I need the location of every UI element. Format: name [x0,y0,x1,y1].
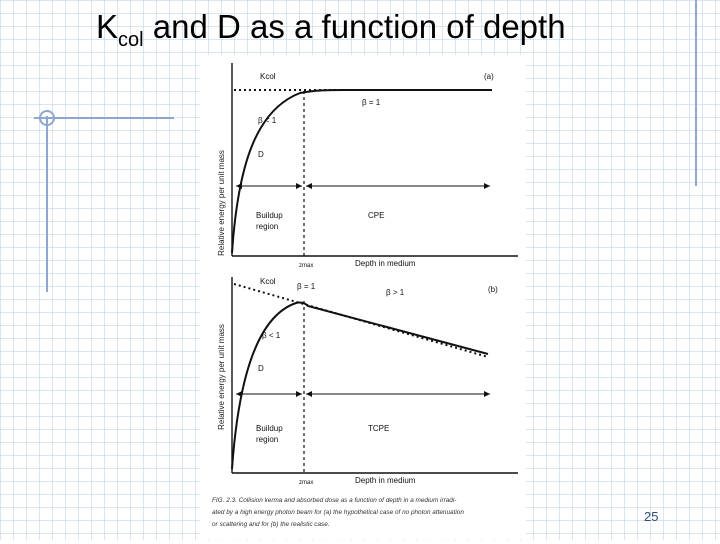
panel-a-buildup-2: region [256,222,279,231]
left-decorative-circle [39,110,55,126]
panel-b-tcpe-label: TCPE [368,424,390,433]
left-decorative-rule [34,117,174,119]
panel-a-ylabel: Relative energy per unit mass [217,150,226,256]
figure-svg [200,55,526,539]
panel-a-beta-lt: β < 1 [258,116,277,125]
panel-a-zmax: zmax [299,263,314,269]
panel-a-cpe-label: CPE [368,211,385,220]
panel-b-d-label: D [258,364,264,373]
panel-a-kcol-label: Kcol [260,72,276,81]
panel-b-tag: (b) [488,285,498,294]
page-number: 25 [644,509,659,524]
panel-a-beta-eq: β = 1 [362,98,381,107]
figure-image [200,55,526,539]
figure-caption-line-2: ated by a high energy photon beam for (a) the hypothetical case of no photon attenuation [212,509,464,516]
panel-b-zmax: zmax [299,480,314,486]
panel-b-beta-lt: β < 1 [262,331,281,340]
panel-a-tag: (a) [484,72,494,81]
panel-b-xlabel: Depth in medium [355,476,416,485]
panel-b-buildup-2: region [256,435,279,444]
panel-b-kcol-label: Kcol [260,277,276,286]
panel-b-beta-gt: β > 1 [386,288,405,297]
panel-b-buildup-1: Buildup [256,424,283,433]
figure-caption-line-1: FIG. 2.3. Collision kerma and absorbed dose as a function of depth in a medium irradi- [212,497,457,504]
slide-title: $K_{col}$ and D as a function of depth [96,8,566,51]
panel-a-d-label: D [258,150,264,159]
panel-b-ylabel: Relative energy per unit mass [217,324,226,430]
panel-a-xlabel: Depth in medium [355,259,416,268]
right-decorative-line [695,0,697,186]
panel-b-beta-eq: β = 1 [297,282,316,291]
figure-caption-line-3: or scattering and for (b) the realistic case. [212,521,330,528]
title-subscript: col [118,29,144,51]
panel-a-buildup-1: Buildup [256,211,283,220]
left-decorative-line [46,116,48,292]
